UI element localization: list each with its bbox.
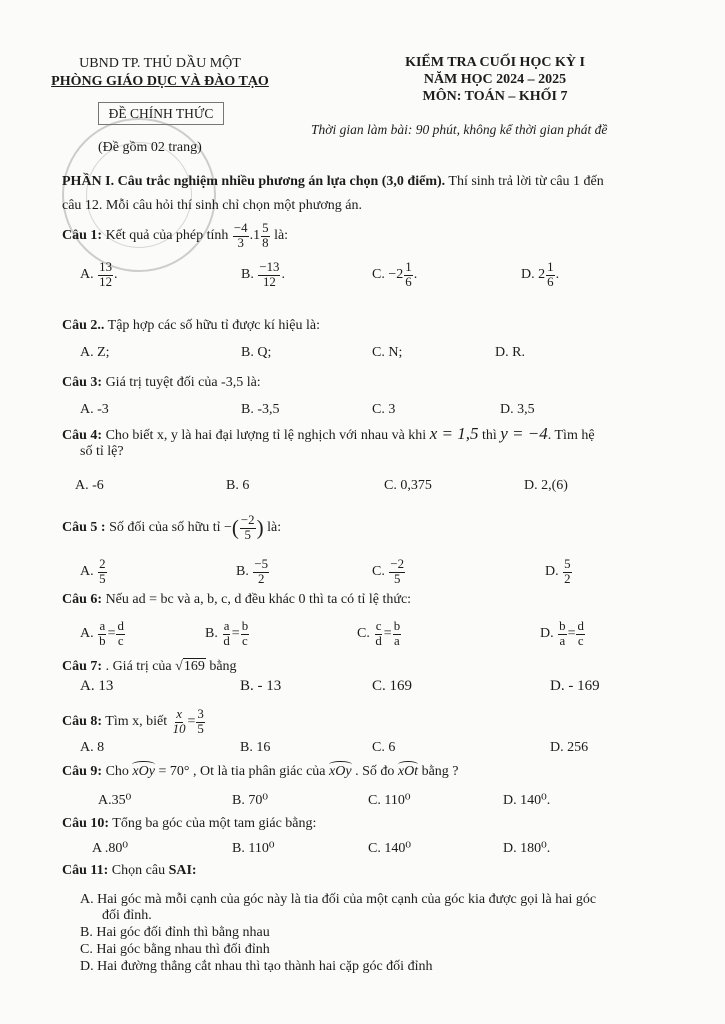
q5-option-b: B. $\frac{-5}{2}$ xyxy=(236,557,269,586)
q4-option-c: C. 0,375 xyxy=(384,478,432,493)
q3-option-c: C. 3 xyxy=(372,402,396,417)
part1-line2: câu 12. Mỗi câu hỏi thí sinh chỉ chọn một phương án. xyxy=(62,198,363,213)
q5-option-a: A. $\frac{2}{5}$ xyxy=(80,557,106,586)
q9-option-d: D. 140⁰. xyxy=(503,793,551,808)
q11-option-c: C. Hai góc bằng nhau thì đối đỉnh xyxy=(80,942,270,957)
q5-option-d: D. $\frac{5}{2}$ xyxy=(545,557,571,586)
q11-option-a-cont: đối đỉnh. xyxy=(102,908,152,923)
page-count: (Đề gồm 02 trang) xyxy=(98,140,202,155)
q7-option-a: A. 13 xyxy=(80,678,114,694)
q10-option-a: A .80⁰ xyxy=(92,841,128,856)
q1-option-a: A. $\frac{13}{12}$ . xyxy=(80,260,118,289)
question-1: Câu 1: Kết quả của phép tính $\frac{-4}{3}$ .1 $\frac{5}{8}$ là: xyxy=(62,221,289,250)
question-4: Câu 4: Cho biết x, y là hai đại lượng tỉ lệ nghịch với nhau và khi x = 1,5 thì y = −4. Tìm hệ xyxy=(62,424,595,443)
official-badge: ĐỀ CHÍNH THỨC xyxy=(86,106,236,122)
q9-option-b: B. 70⁰ xyxy=(232,793,268,808)
q7-option-b: B. - 13 xyxy=(240,678,282,694)
exam-title: KIỂM TRA CUỐI HỌC KỲ I xyxy=(405,55,585,70)
time-note: Thời gian làm bài: 90 phút, không kể thời gian phát đề xyxy=(311,122,608,137)
q5-option-c: C. $\frac{-2}{5}$ xyxy=(372,557,405,586)
q8-option-a: A. 8 xyxy=(80,740,105,755)
q2-option-a: A. Z; xyxy=(80,345,110,360)
question-7: Câu 7: . Giá trị của √169 bằng xyxy=(62,659,237,674)
q10-option-c: C. 140⁰ xyxy=(368,841,411,856)
q11-option-b: B. Hai góc đối đỉnh thì bằng nhau xyxy=(80,925,270,940)
q8-option-c: C. 6 xyxy=(372,740,396,755)
q3-option-b: B. -3,5 xyxy=(241,402,280,417)
q4-option-d: D. 2,(6) xyxy=(524,478,568,493)
q9-option-a: A.35⁰ xyxy=(98,793,132,808)
q7-option-c: C. 169 xyxy=(372,678,413,694)
q2-option-d: D. R. xyxy=(495,345,525,360)
q3-option-d: D. 3,5 xyxy=(500,402,535,417)
header-left-line1: UBND TP. THỦ DẦU MỘT xyxy=(79,56,241,71)
q4-option-b: B. 6 xyxy=(226,478,250,493)
question-11: Câu 11: Chọn câu SAI: xyxy=(62,863,197,878)
q10-option-b: B. 110⁰ xyxy=(232,841,275,856)
question-2: Câu 2.. Tập hợp các số hữu tỉ được kí hiệu là: xyxy=(62,318,320,333)
q1-option-b: B. $\frac{-13}{12}$ . xyxy=(241,260,285,289)
school-year: NĂM HỌC 2024 – 2025 xyxy=(423,72,567,87)
q1-option-d: D. 2 $\frac{1}{6}$ . xyxy=(521,260,560,289)
question-9: Câu 9: Cho xOy = 70° , Ot là tia phân giác của xOy . Số đo xOt bằng ? xyxy=(62,764,459,779)
q3-option-a: A. -3 xyxy=(80,402,109,417)
question-8: Câu 8: Tìm x, biết $\frac{x}{10}$ = $\frac{3}{5}$ xyxy=(62,707,204,736)
subject: MÔN: TOÁN – KHỐI 7 xyxy=(422,89,568,104)
q7-option-d: D. - 169 xyxy=(550,678,600,694)
q6-option-c: C. $\frac{c}{d}$ = $\frac{b}{a}$ xyxy=(357,619,401,648)
q8-option-b: B. 16 xyxy=(240,740,271,755)
q6-option-a: A. $\frac{a}{b}$ = $\frac{d}{c}$ xyxy=(80,619,124,648)
q11-option-a: A. Hai góc mà mỗi cạnh của góc này là tia đối của một cạnh của góc kia được gọi là hai góc xyxy=(80,892,597,907)
question-10: Câu 10: Tổng ba góc của một tam giác bằng: xyxy=(62,816,317,831)
q10-option-d: D. 180⁰. xyxy=(503,841,551,856)
question-4-line2: số tỉ lệ? xyxy=(80,444,124,459)
q9-option-c: C. 110⁰ xyxy=(368,793,411,808)
q4-option-a: A. -6 xyxy=(75,478,104,493)
question-6: Câu 6: Nếu ad = bc và a, b, c, d đều khác 0 thì ta có tỉ lệ thức: xyxy=(62,592,412,607)
question-3: Câu 3: Giá trị tuyệt đối của -3,5 là: xyxy=(62,375,261,390)
q1-option-c: C. −2 $\frac{1}{6}$ . xyxy=(372,260,418,289)
q8-option-d: D. 256 xyxy=(550,740,589,755)
question-5: Câu 5 : Số đối của số hữu tỉ −( $\frac{-2}{5}$ ) là: xyxy=(62,513,282,542)
q2-option-b: B. Q; xyxy=(241,345,272,360)
q11-option-d: D. Hai đường thẳng cắt nhau thì tạo thành hai cặp góc đối đỉnh xyxy=(80,959,433,974)
header-left-line2: PHÒNG GIÁO DỤC VÀ ĐÀO TẠO xyxy=(51,74,269,89)
q6-option-d: D. $\frac{b}{a}$ = $\frac{d}{c}$ xyxy=(540,619,584,648)
q2-option-c: C. N; xyxy=(372,345,403,360)
part1-heading: PHẦN I. Câu trắc nghiệm nhiều phương án lựa chọn (3,0 điểm). Thí sinh trả lời từ câu 1 đến xyxy=(62,174,604,189)
q6-option-b: B. $\frac{a}{d}$ = $\frac{b}{c}$ xyxy=(205,619,249,648)
